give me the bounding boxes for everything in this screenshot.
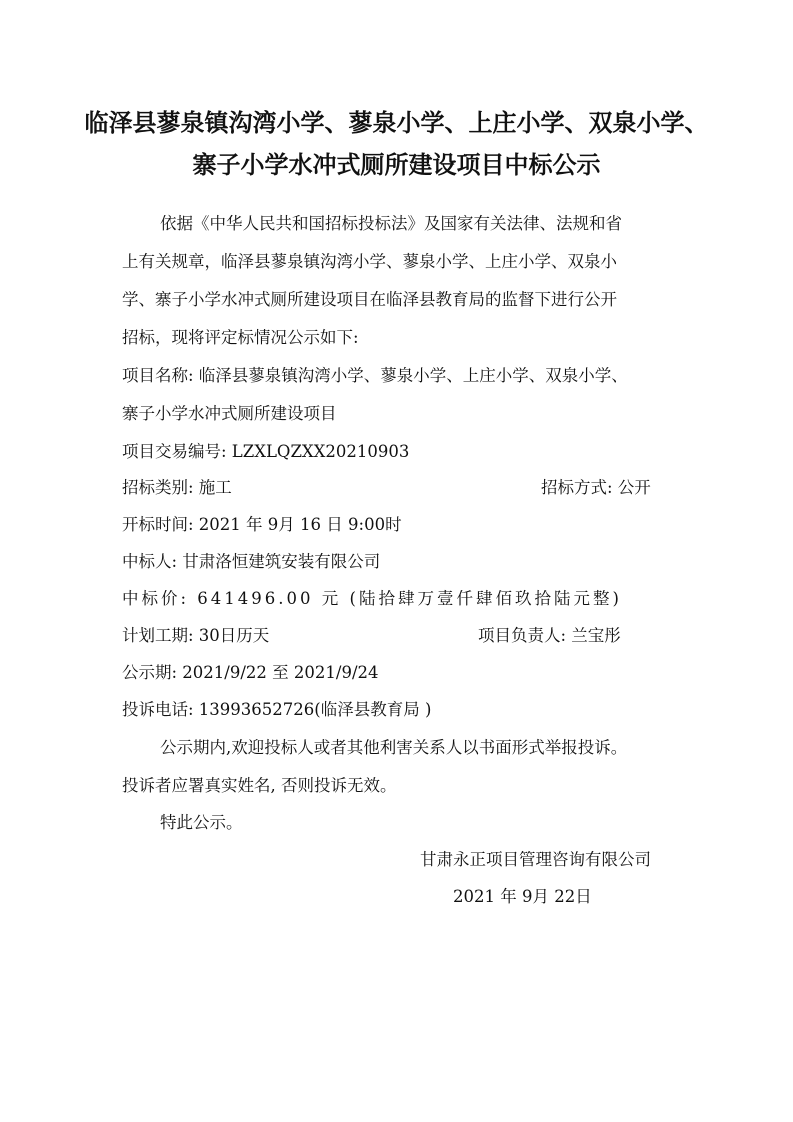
- notice-line-1: 公示期内,欢迎投标人或者其他利害关系人以书面形式举报投诉。: [160, 738, 628, 757]
- signature-date: 2021 年 9月 22日: [453, 887, 592, 906]
- open-time: 开标时间: 2021 年 9月 16 日 9:00时: [122, 515, 402, 534]
- notice-line-2: 投诉者应署真实姓名, 否则投诉无效。: [122, 776, 397, 795]
- bid-method: 招标方式: 公开: [541, 478, 651, 497]
- intro-line-3: 学、寨子小学水冲式厕所建设项目在临泽县教育局的监督下进行公开: [122, 290, 617, 309]
- project-name-line-2: 寨子小学水冲式厕所建设项目: [122, 404, 337, 423]
- project-name-line-1: 项目名称: 临泽县蓼泉镇沟湾小学、蓼泉小学、上庄小学、双泉小学、: [122, 366, 628, 385]
- bid-category: 招标类别: 施工: [122, 478, 232, 497]
- intro-line-2: 上有关规章，临泽县蓼泉镇沟湾小学、蓼泉小学、上庄小学、双泉小: [122, 252, 617, 271]
- closing-text: 特此公示。: [160, 813, 243, 832]
- intro-line-4: 招标，现将评定标情况公示如下:: [122, 328, 359, 347]
- title-line-2: 寨子小学水冲式厕所建设项目中标公示: [192, 151, 601, 179]
- intro-line-1: 依据《中华人民共和国招标投标法》及国家有关法律、法规和省: [160, 214, 622, 233]
- project-code: 项目交易编号: LZXLQZXX20210903: [122, 442, 410, 461]
- winning-price: 中标价: 641496.00 元 (陆拾肆万壹仟肆佰玖拾陆元整): [122, 589, 622, 608]
- title-line-1: 临泽县蓼泉镇沟湾小学、蓼泉小学、上庄小学、双泉小学、: [84, 109, 709, 137]
- project-manager: 项目负责人: 兰宝彤: [478, 626, 621, 645]
- signature-company: 甘肃永正项目管理咨询有限公司: [420, 850, 651, 869]
- complaint-phone: 投诉电话: 13993652726(临泽县教育局 ): [122, 700, 432, 719]
- announcement-period: 公示期: 2021/9/22 至 2021/9/24: [122, 663, 379, 682]
- planned-duration: 计划工期: 30日历天: [122, 626, 270, 645]
- winning-bidder: 中标人: 甘肃洛恒建筑安装有限公司: [122, 552, 381, 571]
